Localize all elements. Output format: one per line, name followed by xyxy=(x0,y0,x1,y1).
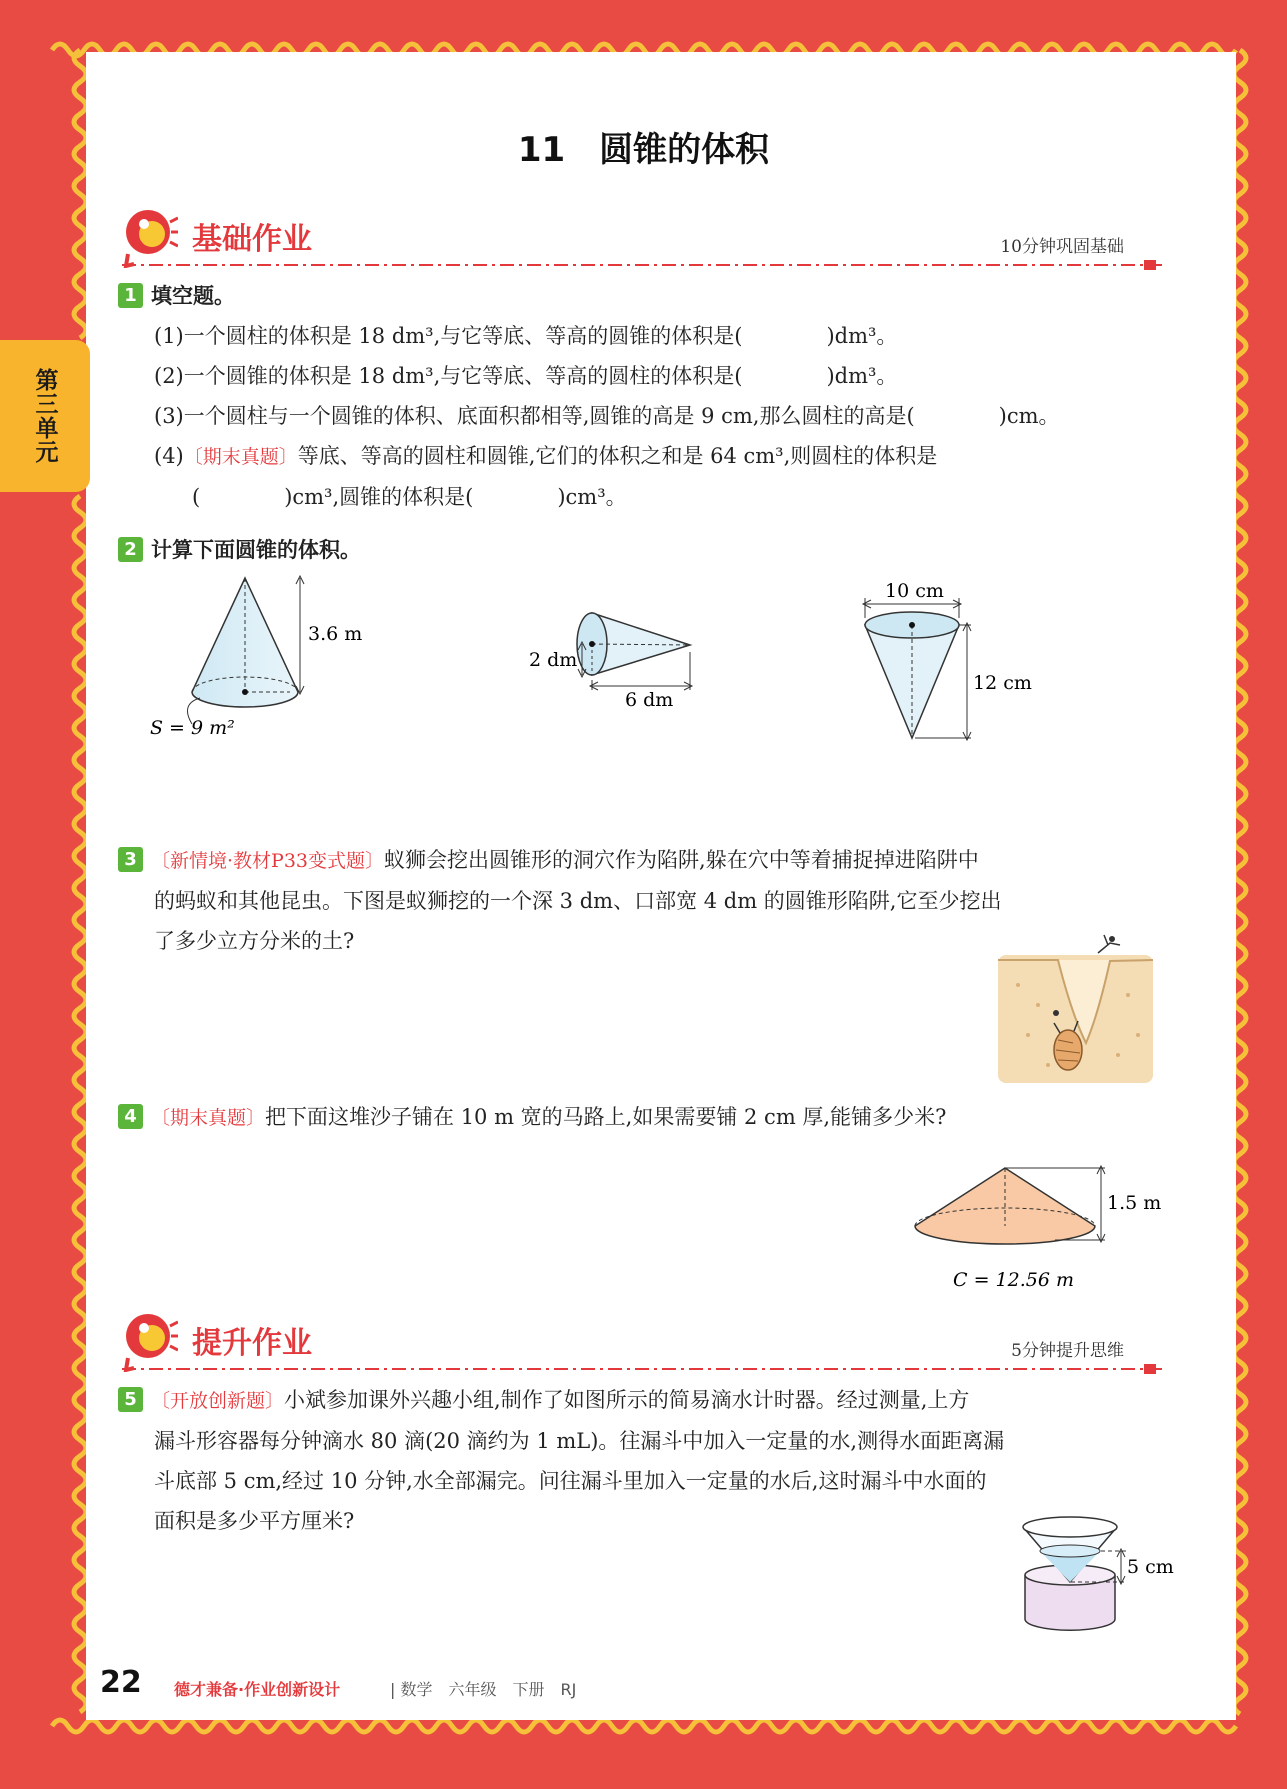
question-text-line-3: 斗底部 5 cm,经过 10 分钟,水全部漏完。问往漏斗里加入一定量的水后,这时漏斗中水面的 xyxy=(154,1469,987,1493)
item-prefix: (4) xyxy=(154,444,184,468)
question-number: 1 xyxy=(118,283,143,308)
water-depth-label: 5 cm xyxy=(1127,1556,1174,1578)
question-heading: 填空题。 xyxy=(151,284,235,308)
cone-3-diameter-label: 10 cm xyxy=(885,580,944,602)
question-number: 5 xyxy=(118,1387,143,1412)
section-basic-header xyxy=(118,206,1162,272)
book-info: | 数学 六年级 下册 RJ xyxy=(390,1680,577,1699)
cone-figure-1 xyxy=(140,570,400,750)
section-subtitle: 10分钟巩固基础 xyxy=(1000,237,1124,257)
book-brand: 德才兼备·作业创新设计 xyxy=(174,1680,341,1699)
sand-pile-figure xyxy=(905,1160,1165,1295)
cone-3-height-label: 12 cm xyxy=(973,672,1032,694)
question-tag: 〔新情境·教材P33变式题〕 xyxy=(151,850,385,872)
question-1-item-4-cont: ( )cm³,圆锥的体积是( )cm³。 xyxy=(192,485,627,509)
section-divider xyxy=(122,260,1162,270)
question-text-line-1: 蚁狮会挖出圆锥形的洞穴作为陷阱,躲在穴中等着捕捉掉进陷阱中 xyxy=(384,848,979,872)
cone-2-height-label: 6 dm xyxy=(625,689,674,710)
question-tag: 〔开放创新题〕 xyxy=(151,1390,285,1412)
question-1-item-2: (2)一个圆锥的体积是 18 dm³,与它等底、等高的圆柱的体积是( )dm³。 xyxy=(154,364,898,388)
question-text-line-2: 漏斗形容器每分钟滴水 80 滴(20 滴约为 1 mL)。往漏斗中加入一定量的水,测得水面距离漏 xyxy=(154,1429,1005,1453)
exam-tag: 〔期末真题〕 xyxy=(183,446,298,468)
question-1-item-3: (3)一个圆柱与一个圆锥的体积、底面积都相等,圆锥的高是 9 cm,那么圆柱的高是( )cm。 xyxy=(154,404,1060,428)
pile-height-label: 1.5 m xyxy=(1107,1192,1162,1214)
pile-circumference-label: C = 12.56 m xyxy=(953,1269,1074,1291)
mascot-icon xyxy=(118,1310,178,1372)
section-subtitle: 5分钟提升思维 xyxy=(1011,1341,1124,1361)
question-text: 把下面这堆沙子铺在 10 m 宽的马路上,如果需要铺 2 cm 厚,能铺多少米? xyxy=(265,1105,947,1129)
question-1 xyxy=(118,276,1168,517)
page-number: 22 xyxy=(100,1665,142,1700)
question-heading: 计算下面圆锥的体积。 xyxy=(151,538,361,562)
question-2 xyxy=(118,530,1168,570)
cone-1-base-label: S = 9 m² xyxy=(150,717,235,739)
antlion-trap-illustration xyxy=(998,925,1158,1085)
question-text-line-2: 的蚂蚁和其他昆虫。下图是蚁狮挖的一个深 3 dm、口部宽 4 dm 的圆锥形陷阱,它至少挖出 xyxy=(154,889,1002,913)
item-text: 等底、等高的圆柱和圆锥,它们的体积之和是 64 cm³,则圆柱的体积是 xyxy=(297,444,938,468)
drip-timer-figure xyxy=(1015,1515,1185,1635)
section-title: 基础作业 xyxy=(192,222,312,257)
exam-tag: 〔期末真题〕 xyxy=(151,1107,266,1129)
question-number: 2 xyxy=(118,537,143,562)
mascot-icon xyxy=(118,206,178,268)
lesson-title: 11 圆锥的体积 xyxy=(517,130,770,170)
section-divider xyxy=(122,1364,1162,1374)
section-advanced-header xyxy=(118,1310,1162,1376)
cone-2-radius-label: 2 dm xyxy=(529,649,578,671)
unit-tab-label: 第三单元 xyxy=(31,368,58,464)
cone-1-height-label: 3.6 m xyxy=(308,623,363,645)
question-4 xyxy=(118,1097,1168,1138)
question-1-item-4 xyxy=(154,436,1168,477)
question-1-item-1: (1)一个圆柱的体积是 18 dm³,与它等底、等高的圆锥的体积是( )dm³。 xyxy=(154,324,898,348)
question-text-line-1: 小斌参加课外兴趣小组,制作了如图所示的简易滴水计时器。经过测量,上方 xyxy=(284,1388,970,1412)
unit-tab xyxy=(0,340,90,492)
question-number: 3 xyxy=(118,847,143,872)
question-text-line-4: 面积是多少平方厘米? xyxy=(154,1509,355,1533)
question-5 xyxy=(118,1380,1168,1541)
cone-figure-3 xyxy=(855,580,1035,750)
cone-figure-2 xyxy=(525,600,705,710)
section-title: 提升作业 xyxy=(192,1326,312,1361)
question-text-line-3: 了多少立方分米的土? xyxy=(154,929,355,953)
question-number: 4 xyxy=(118,1104,143,1129)
